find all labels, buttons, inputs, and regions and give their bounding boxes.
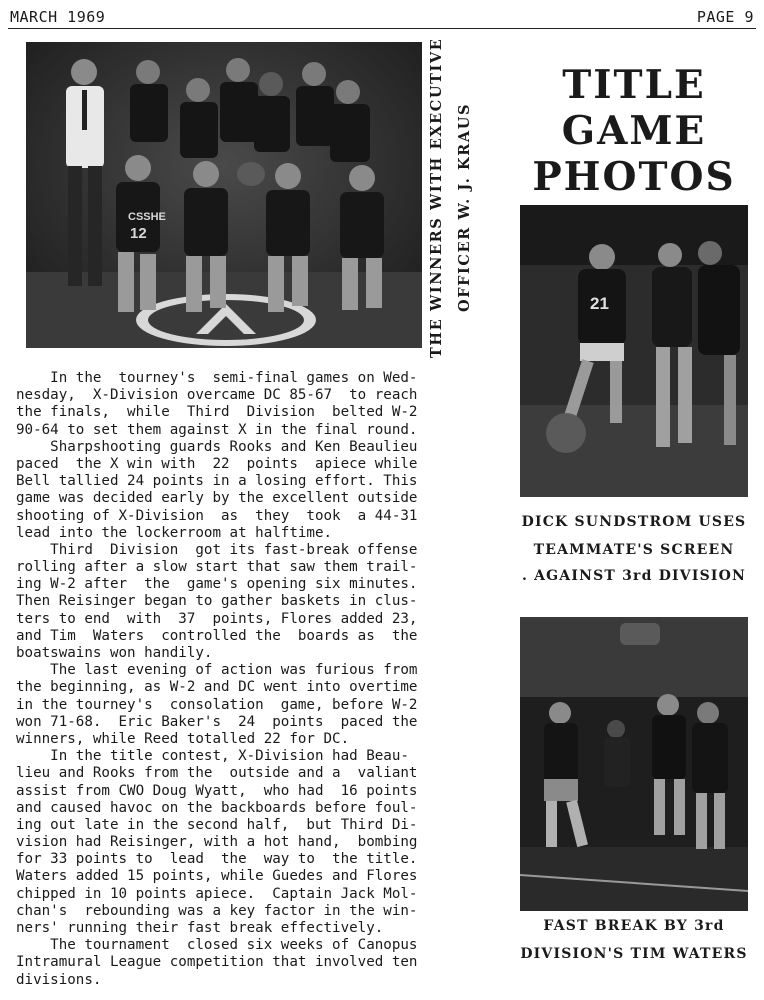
article-line: shooting of X-Division as they took a 44-31 (16, 507, 418, 524)
article-line: 90-64 to set them against X in the final round. (16, 421, 418, 438)
article-line: assist from CWO Doug Wyatt, who had 16 points (16, 782, 418, 799)
article-line: vision had Reisinger, with a hot hand, bombing (16, 834, 418, 851)
section-title (520, 62, 748, 200)
article-line: in the tourney's consolation game, before W-2 (16, 696, 418, 713)
game-photo-1-caption-line1: DICK SUNDSTROM USES (521, 514, 747, 530)
article-line: In the tourney's semi-final games on Wed- (16, 370, 418, 386)
article-line: and caused havoc on the backboards before foul- (16, 799, 418, 816)
game-photo-1 (520, 205, 748, 497)
article-line: In the title contest, X-Division had Beau- (16, 748, 409, 765)
article-line: ners' running their fast break effectively. (16, 920, 384, 936)
article-line: chipped in 10 points apiece. Captain Jack Mol- (16, 885, 418, 902)
game-photo-1-caption-line3: . AGAINST 3rd DIVISION (521, 568, 747, 584)
game-photo-1-caption-line2: TEAMMATE'S SCREEN (533, 542, 735, 558)
article-line: ing out late in the second half, but Third Di- (16, 816, 418, 833)
title-line-3: PHOTOS (532, 154, 736, 200)
article-line: ters to end with 37 points, Flores added 23, (16, 610, 418, 627)
article-line: chan's rebounding was a key factor in the win- (16, 902, 418, 919)
article-line: Sharpshooting guards Rooks and Ken Beaulieu (16, 438, 418, 455)
article-line: The tournament closed six weeks of Canopus (16, 937, 418, 954)
article-line: rolling after a slow start that saw them trail- (16, 559, 418, 576)
title-line-1: TITLE (562, 62, 706, 108)
article-line: the beginning, as W-2 and DC went into overtime (16, 679, 418, 696)
article-line: ing W-2 after the game's opening six minutes. (16, 576, 418, 593)
title-line-2: GAME (561, 108, 707, 154)
article-line: Waters added 15 points, while Guedes and Flores (16, 868, 418, 885)
article-line: Third Division got its fast-break offense (16, 541, 418, 558)
article-line: divisions. (16, 971, 102, 988)
article-line: nesday, X-Division overcame DC 85-67 to reach (16, 387, 418, 404)
article-line: boatswains won handily. (16, 645, 213, 661)
article-line: lead into the lockerroom at halftime. (16, 524, 333, 541)
article-line: The last evening of action was furious from (16, 662, 418, 679)
article-line: and Tim Waters controlled the boards as the (16, 627, 418, 644)
article-line: paced the X win with 22 points apiece while (16, 455, 418, 472)
article-line: Bell tallied 24 points in a losing effort. This (16, 473, 418, 490)
article-line: for 33 points to lead the way to the title. (16, 851, 418, 868)
article-line: won 71-68. Eric Baker's 24 points paced the (16, 713, 418, 730)
game1-jersey-number: 21 (590, 294, 609, 313)
header-rule (8, 28, 756, 29)
issue-date: MARCH 1969 (10, 8, 106, 26)
article-line: lieu and Rooks from the outside and a valiant (16, 765, 418, 782)
team-photo-caption-line1: THE WINNERS WITH EXECUTIVE (428, 37, 445, 358)
team-jersey-text: CSSHE (128, 211, 166, 223)
page-number: PAGE 9 (696, 8, 754, 26)
article-line: winners, while Reed totalled 22 for DC. (16, 730, 350, 747)
article-body (16, 370, 496, 989)
game-photo-2 (520, 617, 748, 911)
page-header (0, 0, 764, 30)
article-line: Intramural League competition that involved ten (16, 954, 418, 971)
game-photo-2-caption-line2: DIVISION'S TIM WATERS (520, 946, 748, 962)
article-line: game was decided early by the excellent outside (16, 490, 418, 507)
team-photo (26, 42, 422, 348)
article-line: the finals, while Third Division belted W-2 (16, 404, 418, 421)
game-photo-2-caption-line1: FAST BREAK BY 3rd (543, 918, 725, 934)
team-photo-caption-line2: OFFICER W. J. KRAUS (456, 102, 473, 312)
team-jersey-number: 12 (130, 225, 147, 242)
article-line: Then Reisinger began to gather baskets in clus- (16, 593, 418, 610)
